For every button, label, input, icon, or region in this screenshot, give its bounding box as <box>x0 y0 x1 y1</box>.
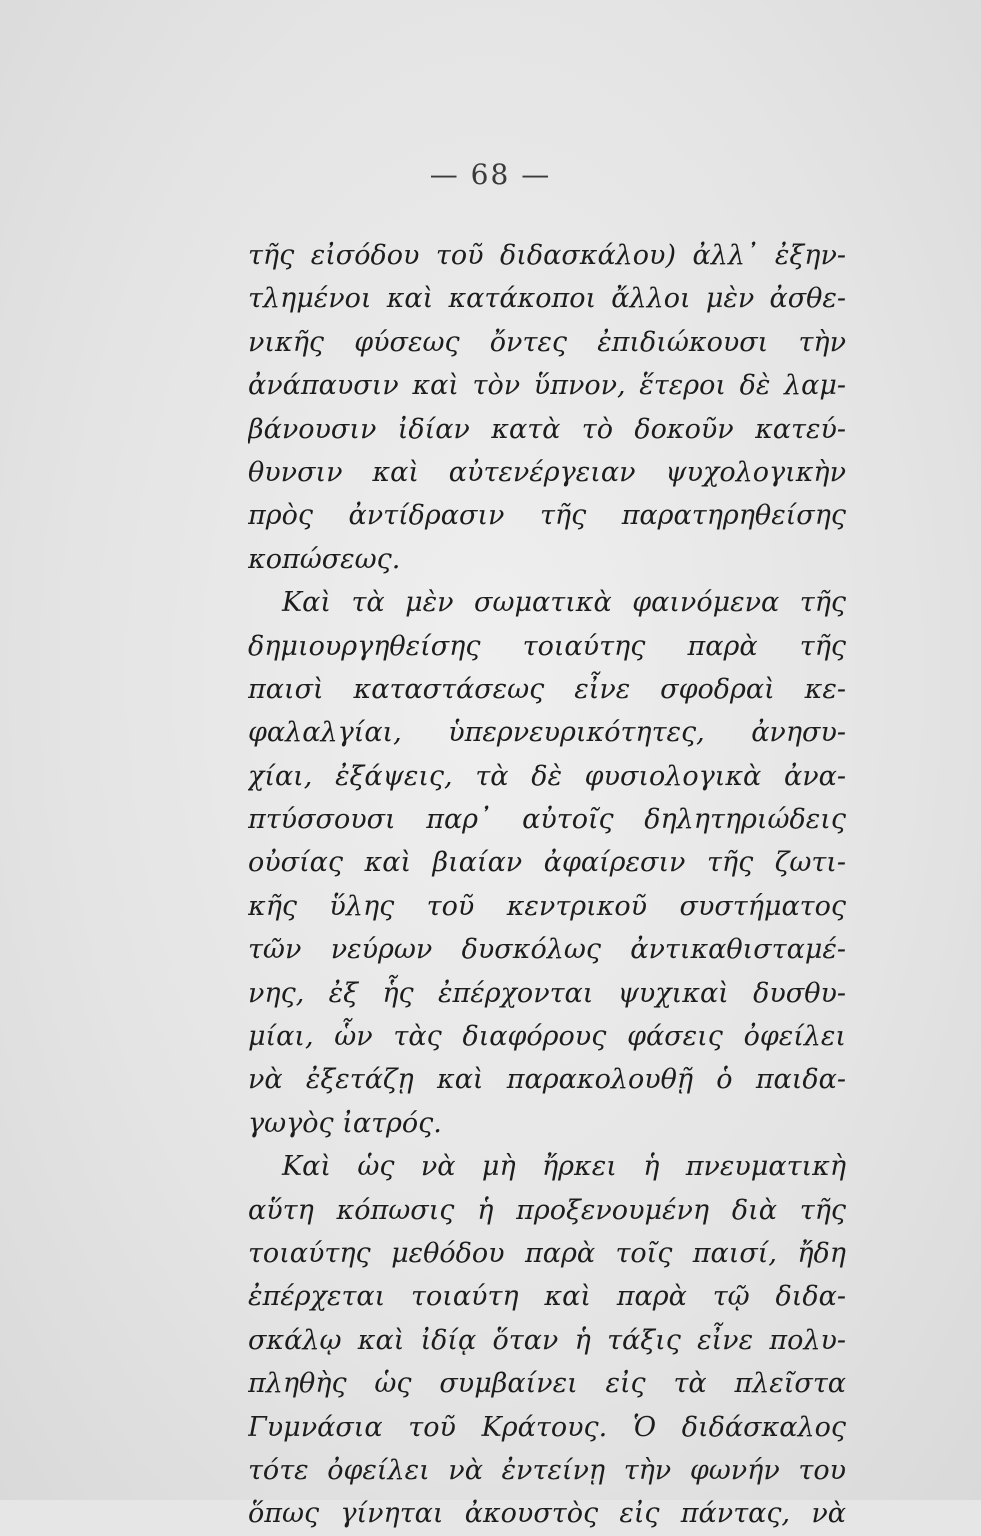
text-line: τῶν νεύρων δυσκόλως ἀντικαθισταμέ- <box>248 934 846 966</box>
text-line: χίαι, ἐξάψεις, τὰ δὲ φυσιολογικὰ ἀνα- <box>248 760 846 792</box>
text-line: αὕτη κόπωσις ἡ προξενουμένη διὰ τῆς <box>248 1194 846 1226</box>
text-line: παισὶ καταστάσεως εἶνε σφοδραὶ κε- <box>248 673 846 705</box>
text-line: νὰ ἐξετάζῃ καὶ παρακολουθῇ ὁ παιδα- <box>248 1064 846 1096</box>
text-line: ὅπως γίνηται ἀκουστὸς εἰς πάντας, νὰ <box>248 1498 846 1530</box>
text-line: πληθὴς ὡς συμβαίνει εἰς τὰ πλεῖστα <box>248 1368 846 1400</box>
text-line: θυνσιν καὶ αὐτενέργειαν ψυχολογικὴν <box>248 456 846 488</box>
text-line: τῆς εἰσόδου τοῦ διδασκάλου) ἀλλ᾽ ἐξην- <box>248 240 846 271</box>
text-line: πρὸς ἀντίδρασιν τῆς παρατηρηθείσης <box>248 500 846 532</box>
text-line: Γυμνάσια τοῦ Κράτους. Ὁ διδάσκαλος <box>248 1411 846 1443</box>
text-line: δημιουργηθείσης τοιαύτης παρὰ τῆς <box>248 630 846 662</box>
page-number: — 68 — <box>429 158 552 191</box>
text-line: νης, ἐξ ἧς ἐπέρχονται ψυχικαὶ δυσθυ- <box>248 977 846 1009</box>
text-line: ἀνάπαυσιν καὶ τὸν ὕπνον, ἕτεροι δὲ λαμ- <box>248 370 846 402</box>
paragraph-start-line: Καὶ ὡς νὰ μὴ ἤρκει ἡ πνευματικὴ <box>282 1151 846 1183</box>
text-line: ἐπέρχεται τοιαύτη καὶ παρὰ τῷ διδα- <box>248 1281 846 1313</box>
text-line: σκάλῳ καὶ ἰδίᾳ ὅταν ἡ τάξις εἶνε πολυ- <box>248 1324 846 1356</box>
text-line: τότε ὀφείλει νὰ ἐντείνῃ τὴν φωνήν του <box>248 1454 846 1486</box>
text-line: τοιαύτης μεθόδου παρὰ τοῖς παισί, ἤδη <box>248 1237 846 1269</box>
text-line: κοπώσεως. <box>248 543 401 575</box>
paragraph-start-line: Καὶ τὰ μὲν σωματικὰ φαινόμενα τῆς <box>282 587 846 619</box>
text-line: νικῆς φύσεως ὄντες ἐπιδιώκουσι τὴν <box>248 326 846 358</box>
text-line: γωγὸς ἰατρός. <box>248 1107 442 1139</box>
text-line: οὐσίας καὶ βιαίαν ἀφαίρεσιν τῆς ζωτι- <box>248 847 846 879</box>
text-line: φαλαλγίαι, ὑπερνευρικότητες, ἀνησυ- <box>248 717 846 749</box>
body-text <box>248 234 846 1536</box>
text-line: κῆς ὕλης τοῦ κεντρικοῦ συστήματος <box>248 890 846 922</box>
text-line: πτύσσουσι παρ᾽ αὐτοῖς δηλητηριώδεις <box>248 804 846 836</box>
text-line: μίαι, ὧν τὰς διαφόρους φάσεις ὀφείλει <box>248 1021 846 1053</box>
text-line: τλημένοι καὶ κατάκοποι ἄλλοι μὲν ἀσθε- <box>248 283 846 315</box>
text-line: βάνουσιν ἰδίαν κατὰ τὸ δοκοῦν κατεύ- <box>248 413 846 445</box>
